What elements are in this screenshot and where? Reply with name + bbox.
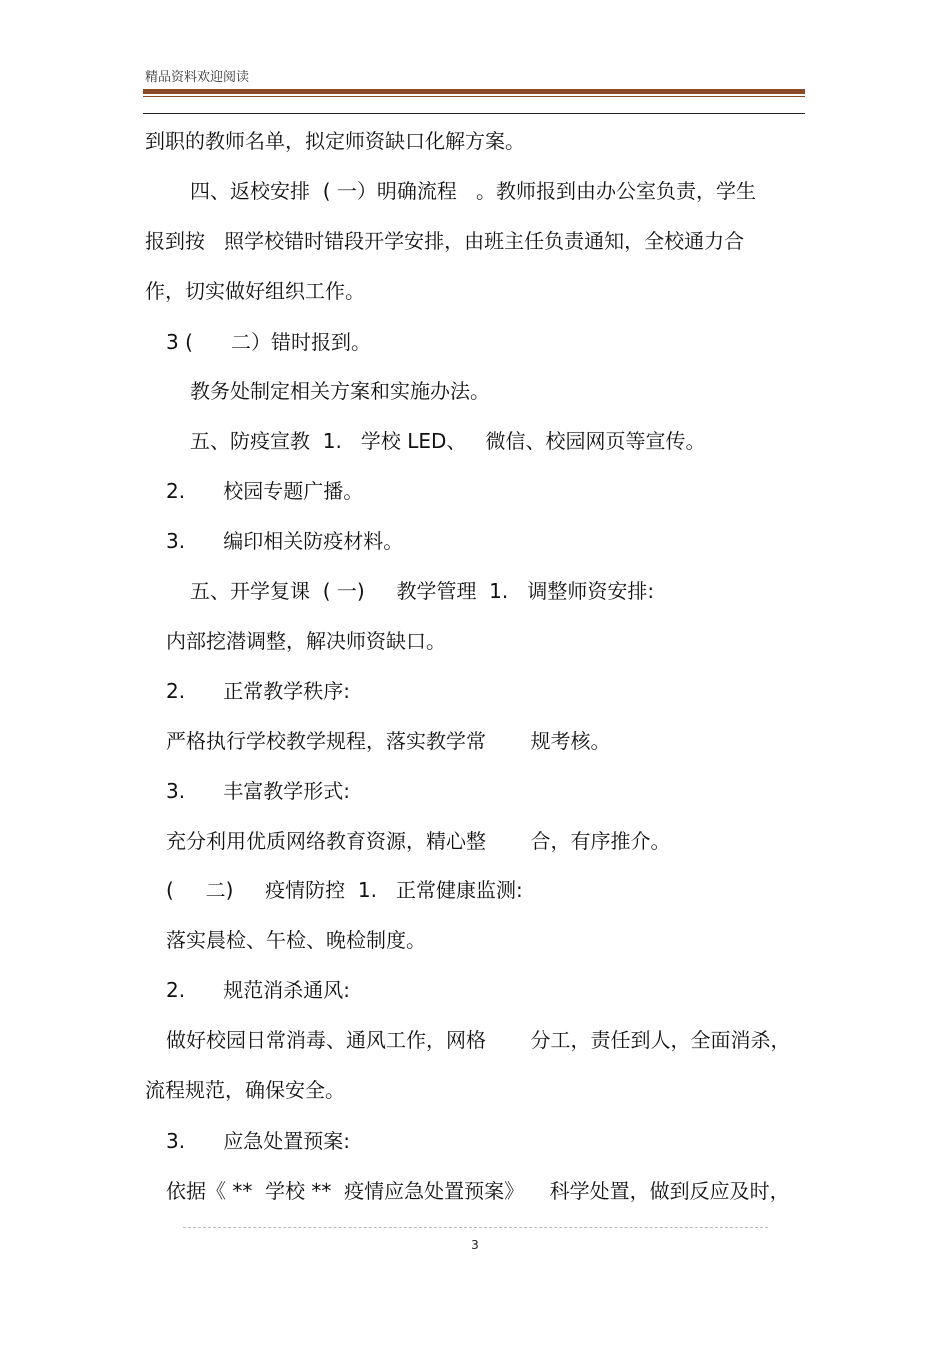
footer-rule [183,1227,768,1228]
header-rule-thin [143,96,805,97]
header-title: 精品资料欢迎阅读 [145,70,250,85]
text-line: 2. 规范消杀通风: [166,978,350,1002]
text-line: 3. 应急处置预案: [166,1129,350,1153]
text-line: 落实晨检、午检、晚检制度。 [166,928,426,952]
text-line: 充分利用优质网络教育资源，精心整 合，有序推介。 [166,829,671,853]
text-line: 做好校园日常消毒、通风工作，网格 分工，责任到人，全面消杀， [166,1028,791,1052]
text-line: 2. 校园专题广播。 [166,479,364,503]
text-line: 四、返校安排 ( 一）明确流程 。教师报到由办公室负责，学生 [190,179,756,203]
text-line: 报到按 照学校错时错段开学安排，由班主任负责通知，全校通力合 [145,229,745,253]
text-line: 3 ( 二）错时报到。 [166,330,372,354]
text-line: 五、开学复课 ( 一) 教学管理 1. 调整师资安排: [190,579,655,603]
text-line: 2. 正常教学秩序: [166,679,350,703]
text-line: 内部挖潜调整，解决师资缺口。 [166,629,446,653]
header-rule-black [143,113,805,114]
text-line: 作，切实做好组织工作。 [145,279,365,303]
page-number: 3 [471,1238,479,1252]
text-line: 五、防疫宣教 1. 学校 LED、 微信、校园网页等宣传。 [190,429,706,453]
text-line: 严格执行学校教学规程，落实教学常 规考核。 [166,729,611,753]
text-line: 3. 编印相关防疫材料。 [166,529,404,553]
text-line: 3. 丰富教学形式: [166,779,350,803]
text-line: 流程规范，确保安全。 [145,1078,345,1102]
header-rule-thick [143,89,805,94]
text-line: ( 二) 疫情防控 1. 正常健康监测: [166,878,523,902]
text-line: 教务处制定相关方案和实施办法。 [190,379,490,403]
text-line: 到职的教师名单，拟定师资缺口化解方案。 [145,129,525,153]
text-line: 依据《 ** 学校 ** 疫情应急处置预案》 科学处置，做到反应及时， [166,1179,790,1203]
